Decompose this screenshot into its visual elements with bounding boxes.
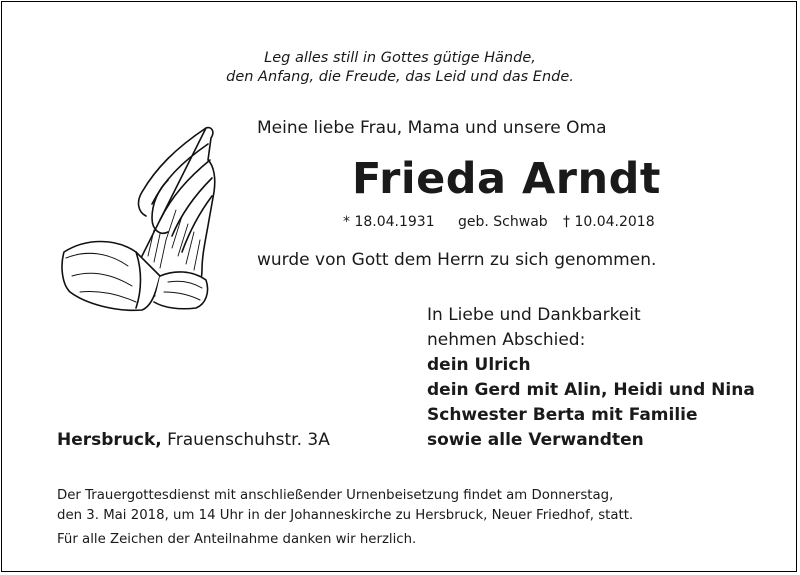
address-town: Hersbruck,	[57, 430, 162, 450]
address	[57, 428, 330, 453]
footer-line-1: Der Trauergottesdienst mit anschließender Urnenbeisetzung findet am Donnerstag,	[57, 488, 614, 503]
footer-line-3: Für alle Zeichen der Anteilnahme danken wir herzlich.	[57, 532, 417, 547]
maiden-name: geb. Schwab	[458, 214, 548, 230]
deceased-name: Frieda Arndt	[352, 154, 661, 204]
mourner-name: dein Ulrich	[427, 355, 531, 375]
mourners-intro-2: nehmen Abschied:	[427, 330, 586, 350]
motto-line-2: den Anfang, die Freude, das Leid und das Ende.	[226, 69, 574, 85]
mourner-name: dein Gerd mit Alin, Heidi und Nina	[427, 380, 755, 400]
footer-line-2: den 3. Mai 2018, um 14 Uhr in der Johanneskirche zu Hersbruck, Neuer Friedhof, statt.	[57, 508, 634, 523]
intro-text: Meine liebe Frau, Mama und unsere Oma	[257, 118, 607, 138]
taken-text: wurde von Gott dem Herrn zu sich genommen.	[257, 250, 657, 270]
mourner-name: sowie alle Verwandten	[427, 430, 644, 450]
death-date: † 10.04.2018	[563, 214, 655, 230]
birth-date: * 18.04.1931	[343, 214, 435, 230]
mourners-intro-1: In Liebe und Dankbarkeit	[427, 305, 641, 325]
praying-hands-icon	[56, 120, 222, 315]
address-street: Frauenschuhstr. 3A	[167, 430, 330, 450]
mourner-name: Schwester Berta mit Familie	[427, 405, 698, 425]
motto-line-1: Leg alles still in Gottes gütige Hände,	[264, 50, 536, 66]
